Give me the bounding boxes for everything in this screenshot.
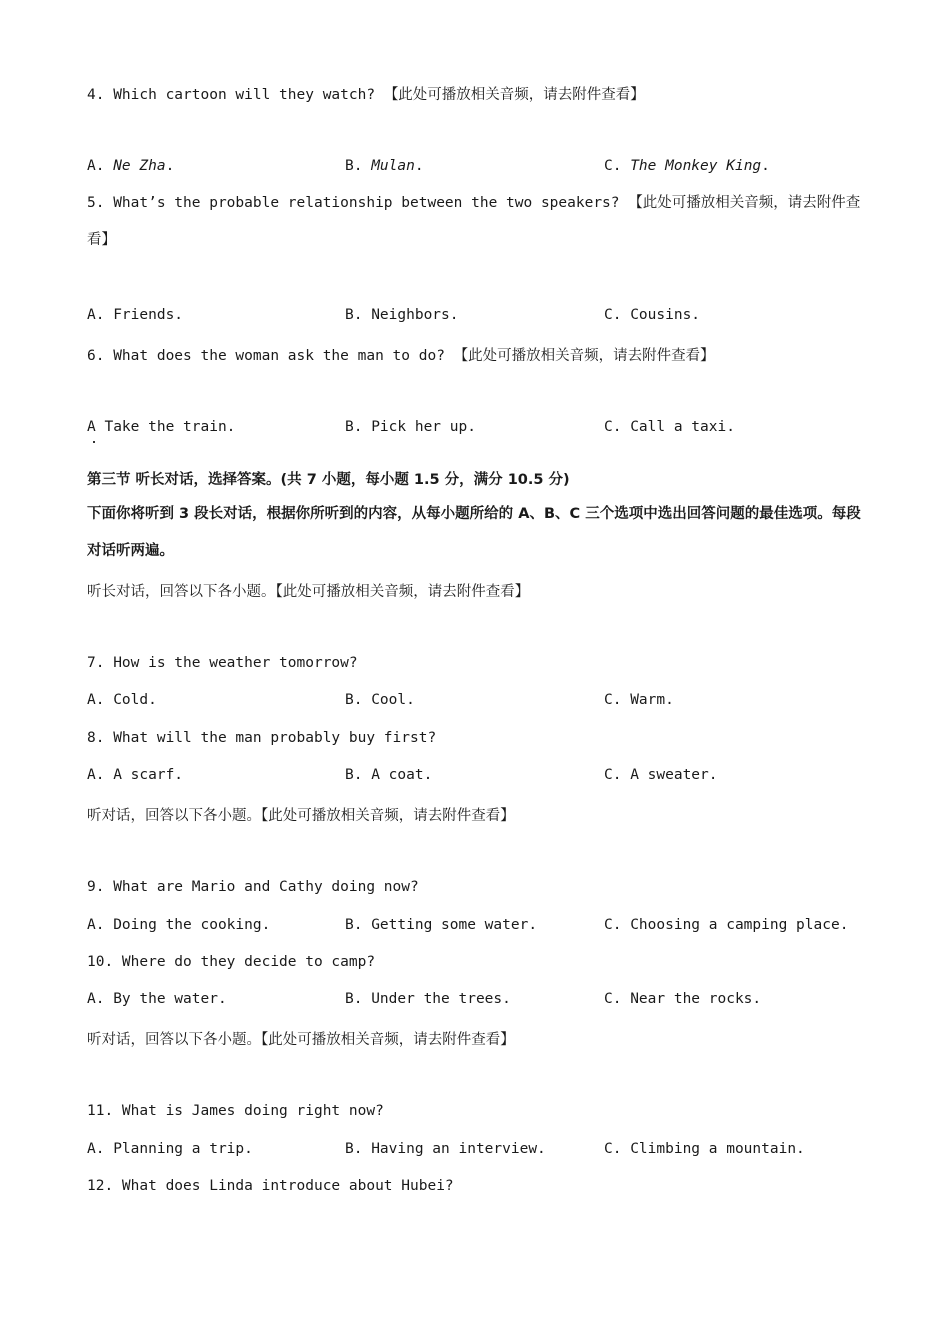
option-text: Ne Zha xyxy=(113,158,166,174)
question-12: 12. What does Linda introduce about Hubei? xyxy=(87,1178,454,1194)
q9-option-c: C. Choosing a camping place. xyxy=(604,917,849,933)
q8-option-b: B. A coat. xyxy=(345,767,433,783)
q7-option-a: A. Cold. xyxy=(87,692,157,708)
question-8: 8. What will the man probably buy first? xyxy=(87,730,437,746)
q5-option-a: A. Friends. xyxy=(87,307,184,323)
stray-dot xyxy=(93,441,95,443)
q11-option-b: B. Having an interview. xyxy=(345,1141,546,1157)
question-7: 7. How is the weather tomorrow? xyxy=(87,655,358,671)
q4-option-a: A. Ne Zha. xyxy=(87,158,175,174)
q11-option-a: A. Planning a trip. xyxy=(87,1141,253,1157)
question-9: 9. What are Mario and Cathy doing now? xyxy=(87,879,419,895)
q6-option-a: A Take the train. xyxy=(87,419,236,435)
q9-option-a: A. Doing the cooking. xyxy=(87,917,271,933)
option-text: Mulan xyxy=(371,158,415,174)
audio-note: 【此处可播放相关音频，请去附件查看】 xyxy=(453,348,715,364)
q10-option-c: C. Near the rocks. xyxy=(604,991,762,1007)
q4-option-b: B. Mulan. xyxy=(345,158,424,174)
q9-option-b: B. Getting some water. xyxy=(345,917,538,933)
section-3-instructions: 下面你将听到 3 段长对话，根据你所听到的内容，从每小题所给的 A、B、C 三个选项中选出回答问题的最佳选项。每段对话听两遍。 xyxy=(87,506,861,559)
dialogue-intro-3: 听对话，回答以下各小题。【此处可播放相关音频，请去附件查看】 xyxy=(87,1032,515,1048)
question-text: 6. What does the woman ask the man to do? xyxy=(87,348,454,364)
question-4 xyxy=(87,83,645,104)
q6-option-c: C. Call a taxi. xyxy=(604,419,735,435)
option-text: The Monkey King xyxy=(630,158,762,174)
q8-option-a: A. A scarf. xyxy=(87,767,184,783)
q6-option-b: B. Pick her up. xyxy=(345,419,476,435)
q10-option-b: B. Under the trees. xyxy=(345,991,511,1007)
q5-option-c: C. Cousins. xyxy=(604,307,701,323)
dialogue-intro-2: 听对话，回答以下各小题。【此处可播放相关音频，请去附件查看】 xyxy=(87,808,515,824)
q7-option-c: C. Warm. xyxy=(604,692,674,708)
q8-option-c: C. A sweater. xyxy=(604,767,718,783)
q5-option-b: B. Neighbors. xyxy=(345,307,459,323)
q11-option-c: C. Climbing a mountain. xyxy=(604,1141,805,1157)
q7-option-b: B. Cool. xyxy=(345,692,415,708)
question-11: 11. What is James doing right now? xyxy=(87,1103,384,1119)
question-5: 5. What’s the probable relationship between the two speakers? 【此处可播放相关音频，请去附件查看】 xyxy=(87,195,861,248)
dialogue-intro-1: 听长对话，回答以下各小题。【此处可播放相关音频，请去附件查看】 xyxy=(87,584,530,600)
q4-option-c: C. The Monkey King. xyxy=(604,158,770,174)
audio-note: 【此处可播放相关音频，请去附件查看】 xyxy=(383,87,645,103)
question-text: 4. Which cartoon will they watch? xyxy=(87,87,384,103)
section-3-title: 第三节 听长对话，选择答案。(共 7 小题，每小题 1.5 分，满分 10.5 分) xyxy=(87,472,570,488)
q10-option-a: A. By the water. xyxy=(87,991,227,1007)
question-6 xyxy=(87,344,715,365)
question-10: 10. Where do they decide to camp? xyxy=(87,954,376,970)
